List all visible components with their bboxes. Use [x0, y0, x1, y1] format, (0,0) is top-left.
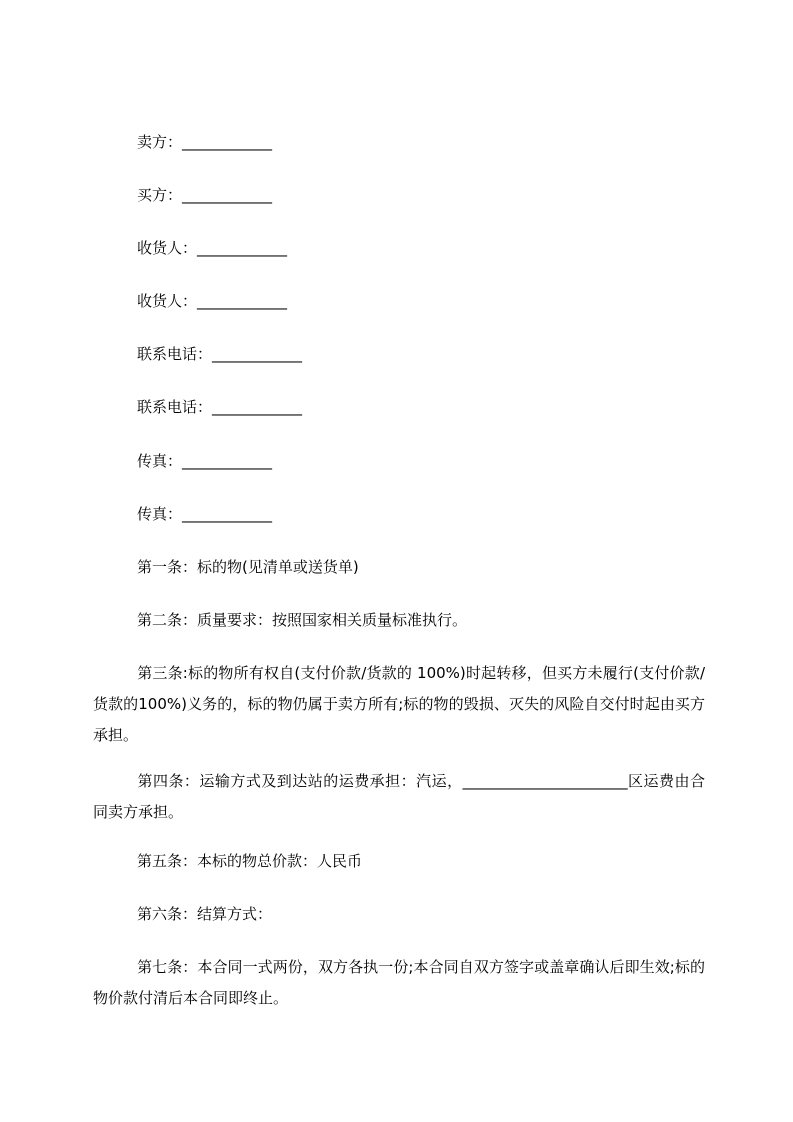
article-4 [93, 766, 705, 828]
article-3-text: 第三条:标的物所有权自(支付价款/货款的 100%)时起转移，但买方未履行(支付价款/货款的100%)义务的，标的物仍属于卖方所有;标的物的毁损、灭失的风险自交付时起由买方承担。 [93, 664, 705, 744]
buyer-field [137, 185, 272, 205]
consignee-blank-1: ____________ [197, 239, 288, 257]
consignee-label-1: 收货人： [137, 239, 198, 257]
seller-label: 卖方： [137, 133, 183, 151]
phone-blank-1: ____________ [212, 345, 303, 363]
consignee-blank-2: ____________ [197, 292, 288, 310]
article-5: 第五条：本标的物总价款：人民币 [137, 852, 363, 870]
consignee-field-1 [137, 238, 287, 258]
phone-field-1 [137, 344, 302, 364]
fax-blank-1: ____________ [182, 452, 273, 470]
seller-blank: ____________ [182, 133, 273, 151]
phone-label-1: 联系电话： [137, 345, 213, 363]
phone-field-2 [137, 397, 302, 417]
phone-blank-2: ____________ [212, 398, 303, 416]
article-4-text-before: 第四条：运输方式及到达站的运费承担：汽运， [137, 772, 463, 790]
consignee-label-2: 收货人： [137, 292, 198, 310]
fax-label-2: 传真： [137, 505, 183, 523]
article-3 [93, 658, 705, 751]
fax-field-2 [137, 504, 272, 524]
article-1: 第一条：标的物(见清单或送货单) [137, 558, 359, 576]
fax-blank-2: ____________ [182, 505, 273, 523]
consignee-field-2 [137, 291, 287, 311]
article-4-blank: ______________________ [462, 772, 628, 790]
fax-field-1 [137, 451, 272, 471]
article-2: 第二条：质量要求：按照国家相关质量标准执行。 [137, 611, 468, 629]
article-4-text-after: 区运费由合同卖方承担。 [93, 772, 705, 821]
seller-field [137, 132, 272, 152]
article-7 [93, 952, 705, 1014]
buyer-label: 买方： [137, 186, 183, 204]
buyer-blank: ____________ [182, 186, 273, 204]
fax-label-1: 传真： [137, 452, 183, 470]
phone-label-2: 联系电话： [137, 398, 213, 416]
article-7-text: 第七条：本合同一式两份，双方各执一份;本合同自双方签字或盖章确认后即生效;标的物价款付清后本合同即终止。 [93, 958, 705, 1007]
article-6: 第六条：结算方式： [137, 905, 273, 923]
